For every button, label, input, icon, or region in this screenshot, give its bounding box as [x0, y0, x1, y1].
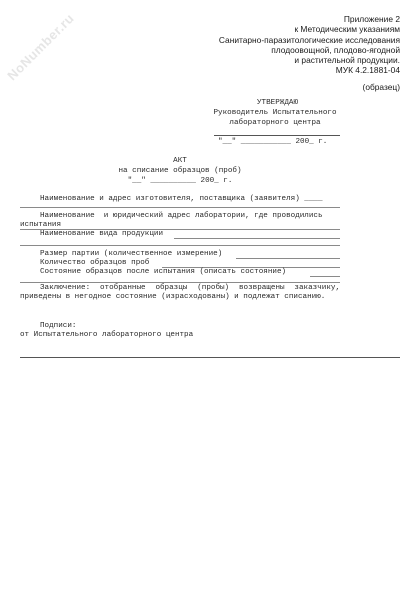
sample-state-line: [20, 282, 340, 283]
act-title: АКТ: [173, 157, 187, 165]
approve-line-head: Руководитель Испытательного: [213, 109, 337, 117]
approve-title: УТВЕРЖДАЮ: [256, 99, 298, 107]
manufacturer-label: Наименование и адрес изготовителя, поставщика (заявителя) ____: [40, 195, 323, 203]
signatures-title: Подписи:: [40, 322, 77, 330]
bottom-divider: [20, 357, 400, 358]
header-line-produce: плодоовощной, плодово-ягодной: [271, 44, 400, 55]
lab-label: Наименование и юридический адрес лаборатории, где проводились: [40, 212, 323, 220]
appendix-header: [180, 14, 400, 76]
sample-state-input-line: [310, 276, 340, 277]
header-line-appendix: Приложение 2: [343, 14, 400, 24]
approve-date-line: "__" ___________ 200_ г.: [218, 138, 328, 146]
batch-size-label: Размер партии (количественное измерение): [40, 250, 223, 258]
conclusion-text: Заключение: отобранные образцы (пробы) возвращены заказчику, приведены в негодное состояние (израсходованы) и подлежат списанию.: [20, 284, 340, 302]
watermark-logo: NoNumber.ru: [4, 10, 77, 84]
product-line: [20, 245, 340, 246]
header-line-guidelines: к Методическим указаниям: [294, 24, 400, 35]
product-input-line: [174, 238, 340, 239]
sample-state-label: Состояние образцов после испытания (описать состояние): [40, 268, 287, 276]
act-date-line: "__" __________ 200_ г.: [127, 177, 233, 185]
sample-count-label: Количество образцов проб: [40, 259, 150, 267]
header-line-research: Санитарно-паразитологические исследования: [218, 34, 400, 45]
product-label: Наименование вида продукции: [40, 230, 164, 238]
act-subtitle: на списание образцов (проб): [118, 167, 242, 175]
manufacturer-line: [20, 207, 340, 208]
approve-signature-line: [214, 135, 340, 136]
header-line-plant: и растительной продукции.: [294, 55, 400, 66]
approve-line-center: лабораторного центра: [229, 119, 321, 127]
lab-label-continued: испытания: [20, 221, 62, 229]
sample-label: (образец): [362, 82, 400, 92]
batch-size-line: [236, 258, 340, 259]
signature-from-center: от Испытательного лабораторного центра: [20, 331, 194, 339]
header-line-muk: МУК 4.2.1881-04: [335, 65, 400, 76]
